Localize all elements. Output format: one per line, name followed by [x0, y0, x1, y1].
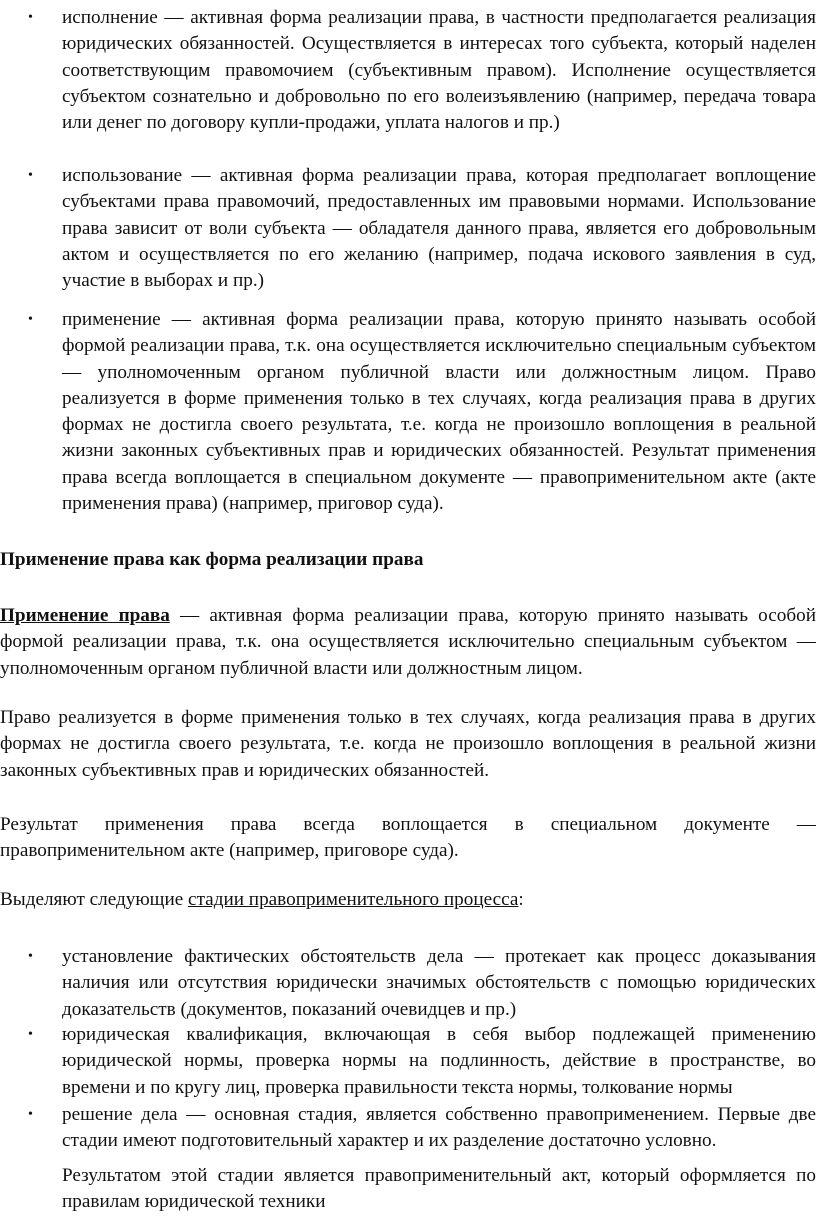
bullet-icon: •: [28, 312, 33, 327]
list-item-text: использование — активная форма реализации права, которая предполагает воплощение субъектами права правомочий, предоставленных им правовыми нормами. Использование права зависит от воли субъекта — обладателя данного права, является его добровольным актом и осуществляется по его желанию (например, подача искового заявления в суд, участие в выборах и пр.): [62, 165, 816, 292]
list-item-text: юридическая квалификация, включающая в себя выбор подлежащей применению юридической нормы, проверка нормы на подлинность, действие в пространстве, во времени и по кругу лиц, проверка правильности текста нормы, толкование нормы: [62, 1024, 816, 1098]
list-item-text: решение дела — основная стадия, является собственно правоприменением. Первые две стадии имеют подготовительный характер и их разделение достаточно условно.: [62, 1104, 816, 1152]
bullet-icon: •: [28, 1027, 33, 1042]
list-item-usage: [0, 163, 816, 307]
bullet-icon: •: [28, 168, 33, 183]
paragraph-result: Результат применения права всегда воплощается в специальном документе — правоприменительном акте (например, приговоре суда).: [0, 814, 816, 862]
forms-of-realization-list: [0, 5, 816, 517]
stages-list: [0, 944, 816, 1154]
stage-item-facts: [0, 944, 816, 1022]
list-item-text: применение — активная форма реализации права, которую принято называть особой формой реализации права, т.к. она осуществляется исключительно специальным субъектом — уполномоченным органом публичной власти или должностным лицом. Право реализуется в форме применения только в тех случаях, когда реализация права в других формах не достигла своего результата, т.е. когда не произошло воплощения в реальной жизни законных субъективных прав и юридических обязанностей. Результат применения права всегда воплощается в специальном документе — правоприменительном акте (акте применения права) (например, приговор суда).: [62, 309, 816, 515]
list-item-application: [0, 307, 816, 517]
stage-result-text: Результатом этой стадии является правоприменительный акт, который оформляется по правилам юридической техники: [62, 1165, 816, 1213]
bullet-icon: •: [28, 1107, 33, 1122]
paragraph-when-applied: Право реализуется в форме применения только в тех случаях, когда реализация права в других формах не достигла своего результата, т.е. когда не произошло воплощения в реальной жизни законных субъективных прав и юридических обязанностей.: [0, 707, 816, 781]
list-item-execution: [0, 5, 816, 163]
definition-paragraph: [0, 603, 816, 682]
bullet-icon: •: [28, 949, 33, 964]
section-heading: Применение права как форма реализации права: [0, 549, 424, 570]
list-item-text: исполнение — активная форма реализации права, в частности предполагается реализация юридических обязанностей. Осуществляется в интересах того субъекта, который наделен соответствующим правомочием (субъективным правом). Исполнение осуществляется субъектом сознательно и добровольно по его волеизъявлению (например, передача товара или денег по договору купли-продажи, уплата налогов и пр.): [62, 7, 816, 134]
stages-link[interactable]: стадии правоприменительного процесса: [188, 889, 519, 910]
list-item-text: установление фактических обстоятельств дела — протекает как процесс доказывания наличия или отсутствия юридически значимых обстоятельств с помощью юридических доказательств (документов, показаний очевидцев и пр.): [62, 946, 816, 1020]
defined-term: Применение права: [0, 605, 170, 626]
stage-item-decision: [0, 1102, 816, 1154]
stage-item-qualification: [0, 1022, 816, 1102]
stages-intro-end: :: [518, 889, 524, 910]
bullet-icon: •: [28, 10, 33, 25]
stages-intro: [0, 887, 816, 913]
stages-intro-lead: Выделяют следующие: [0, 889, 189, 910]
definition-text: — активная форма реализации права, которую принято называть особой формой реализации права, т.к. она осуществляется исключительно специальным субъектом — уполномоченным органом публичной власти или должностным лицом.: [0, 605, 816, 679]
